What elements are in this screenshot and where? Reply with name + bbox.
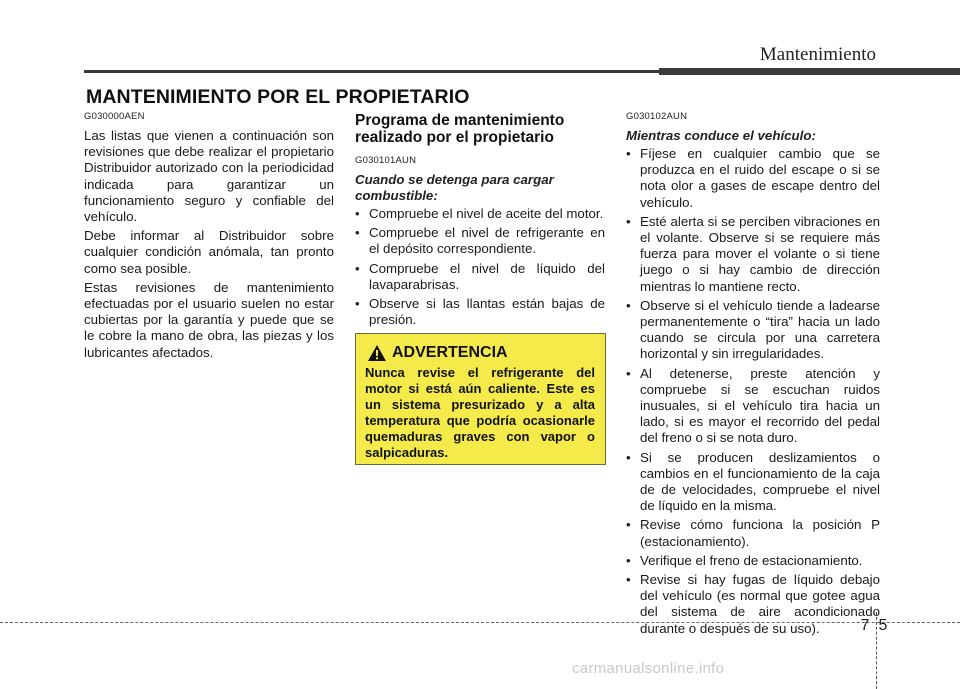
section-code: G030101AUN xyxy=(355,155,417,166)
header-rule-accent xyxy=(659,68,960,75)
list-item: • Compruebe el nivel de refrigerante en el depósito correspondiente. xyxy=(355,225,605,257)
paragraph: Debe informar al Distribuidor sobre cualquier condición anómala, tan pronto como sea posible. xyxy=(84,228,334,276)
section-title: MANTENIMIENTO POR EL PROPIETARIO xyxy=(86,86,470,108)
bullet-icon: • xyxy=(355,260,360,276)
warning-text: Nunca revise el refrigerante del motor si está aún caliente. Este es un sistema presurizado y a alta temperatura que podría ocasionarle quemaduras graves con vapor o salpicaduras. xyxy=(365,365,595,460)
subhead: Cuando se detenga para cargar combustible: xyxy=(355,172,554,203)
bullet-icon: • xyxy=(626,213,631,229)
list-item: • Esté alerta si se perciben vibraciones en el volante. Observe si se requiere más fuerza para mover el volante o si tiene juego o si hay cambio de dirección mientras lo mantiene recto. xyxy=(626,213,880,294)
bullet-icon: • xyxy=(626,572,631,588)
paragraph: Las listas que vienen a continuación son revisiones que debe realizar el propietario Distribuidor autorizado con la periodicidad indicada para garantizar un funcionamiento seguro y confiable del vehículo. xyxy=(84,128,334,225)
column-3 xyxy=(626,110,880,640)
list-item: • Al detenerse, preste atención y compruebe si se escuchan ruidos inusuales, si el vehículo tira hacia un lado, si es mayor el recorrido del pedal del freno o si se nota duro. xyxy=(626,365,880,446)
page-number xyxy=(859,617,889,635)
column-1 xyxy=(84,110,334,364)
chapter-number: 7 xyxy=(860,617,870,634)
warning-header xyxy=(367,344,595,362)
watermark: carmanualsonline.info xyxy=(572,660,725,677)
bullet-icon: • xyxy=(355,296,360,312)
footer-rule xyxy=(0,622,960,623)
section-code: G030102AUN xyxy=(626,111,688,122)
list-item: • Revise si hay fugas de líquido debajo del vehículo (es normal que gotee agua del sistema de aire acondicionado durante o después de su uso). xyxy=(626,572,880,636)
warning-title: ADVERTENCIA xyxy=(392,344,508,361)
paragraph: Estas revisiones de mantenimiento efectuadas por el usuario suelen no estar cubiertas por la garantía y puede que se le cobre la mano de obra, las piezas y los lubricantes afectados. xyxy=(84,279,334,360)
bullet-list xyxy=(626,146,880,637)
bullet-icon: • xyxy=(355,206,360,221)
warning-triangle-icon xyxy=(367,344,387,362)
bullet-icon: • xyxy=(626,146,631,161)
subhead: Mientras conduce el vehículo: xyxy=(626,128,816,143)
list-item: • Compruebe el nivel de líquido del lavaparabrisas. xyxy=(355,260,605,292)
list-item: • Observe si las llantas están bajas de presión. xyxy=(355,296,605,328)
bullet-icon: • xyxy=(626,517,631,533)
list-item: • Revise cómo funciona la posición P (estacionamiento). xyxy=(626,517,880,549)
list-item: • Fíjese en cualquier cambio que se produzca en el ruido del escape o si se nota olor a gases de escape dentro del vehículo. xyxy=(626,146,880,210)
bullet-list xyxy=(355,206,605,328)
bullet-icon: • xyxy=(355,225,360,241)
list-item: • Observe si el vehículo tiende a ladearse permanentemente o “tira” hacia un lado cuando se circula por una carretera horizontal y sin irregularidades. xyxy=(626,297,880,362)
list-item: • Compruebe el nivel de aceite del motor. xyxy=(355,206,604,221)
list-item: • Verifique el freno de estacionamiento. xyxy=(626,552,863,568)
warning-box xyxy=(355,333,606,465)
bullet-icon: • xyxy=(626,552,631,568)
subsection-title: Programa de mantenimiento realizado por el propietario xyxy=(355,112,565,146)
header-title: Mantenimiento xyxy=(759,44,876,65)
section-code: G030000AEN xyxy=(84,111,145,122)
bullet-icon: • xyxy=(626,365,631,381)
bullet-icon: • xyxy=(626,449,631,465)
page-index: 5 xyxy=(878,617,888,634)
bullet-icon: • xyxy=(626,297,631,313)
list-item: • Si se producen deslizamientos o cambios en el funcionamiento de la caja de de velocidades, compruebe el nivel de líquido en la misma. xyxy=(626,449,880,514)
column-2 xyxy=(355,110,605,331)
